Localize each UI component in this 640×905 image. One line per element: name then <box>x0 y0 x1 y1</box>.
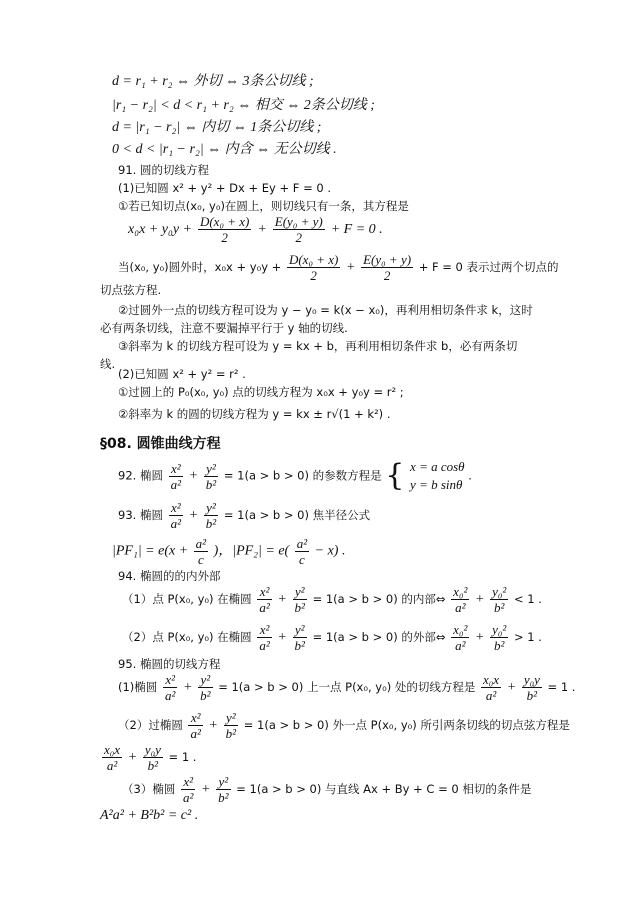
frac-95-2c: $\frac{\text{x₀x}}{\text{a²}}$ <box>104 742 121 773</box>
item-95-1: (1)椭圆 $\frac{\text{x²}}{\text{a²}}$ + $\frac{\text{y²}}{\text{b²}}$ = 1(a > b > 0) 上一点 P(x₀, y₀) 处的切线方程是 $\frac{\text{x₀x}}{\text{a²}}$ + $\frac{\text{y₀y}}{\text{b²}}$ = 1 . <box>118 672 576 703</box>
item-92: 92. 椭圆 $\frac{\text{x²}}{\text{a²}}$ + $\frac{\text{y²}}{\text{b²}}$ = 1(a > b > 0) 的参数方程是 { x = a cosθ y = b sinθ . <box>118 458 472 493</box>
formula-2-rhs: + F = 0 表示过两个切点的 <box>418 260 559 274</box>
frac-94-2a: $\frac{\text{x²}}{\text{a²}}$ <box>259 622 270 653</box>
item-91-c: ③斜率为 k 的切线方程可设为 y = kx + b，再利用相切条件求 b，必有两条切 <box>118 339 518 353</box>
item-91-1: (1)已知圆 x² + y² + Dx + Ey + F = 0 . <box>118 181 331 195</box>
frac-95-2b: $\frac{\text{y²}}{\text{b²}}$ <box>225 710 237 741</box>
item-91-c-2: 线. <box>100 357 116 371</box>
frac-a2-c: $\frac{\text{a²}}{c}$ <box>195 536 207 567</box>
frac-95-1c: $\frac{\text{x₀x}}{\text{a²}}$ <box>483 672 500 703</box>
frac-94-1a: $\frac{\text{x²}}{\text{a²}}$ <box>259 584 270 615</box>
focal-radius-formula: |PF₁| = e(x + $\frac{\text{a²}}{c}$ )，|PF₂| = e( $\frac{\text{a²}}{c}$ − x) . <box>112 536 346 567</box>
item-91-formula-2: 当(x₀, y₀)圆外时，x₀x + y₀y + $\frac{\text{D(x₀ + x)}}{2}$ + $\frac{\text{E(y₀ + y)}}{2}$ + F = 0 表示过两个切点的 <box>118 252 559 283</box>
frac-95-1d: $\frac{\text{y₀y}}{\text{b²}}$ <box>523 672 540 703</box>
item-95-3-condition: A²a² + B²b² = c² . <box>100 808 199 823</box>
formula-1-lhs: x₀x + y₀y + <box>128 222 192 237</box>
relation-internal-tangent: d = |r₁ − r₂| ⇔ 内切 ⇔ 1条公切线 ; <box>112 120 322 135</box>
item-91-chord: 切点弦方程. <box>100 283 162 297</box>
frac-95-2d: $\frac{\text{y₀y}}{\text{b²}}$ <box>144 742 161 773</box>
frac-94-1b: $\frac{\text{y²}}{\text{b²}}$ <box>294 584 305 615</box>
item-94-1: （1）点 P(x₀, y₀) 在椭圆 $\frac{\text{x²}}{\text{a²}}$ + $\frac{\text{y²}}{\text{b²}}$ = 1(a > b > 0) 的内部⇔ $\frac{\text{x₀²}}{\text{a²}}$ + $\frac{\text{y₀²}}{\text{b²}}$ < 1 . <box>122 584 542 615</box>
frac-d: $\frac{\text{D(x₀ + x)}}{2}$ <box>199 214 250 245</box>
frac-94-1c: $\frac{\text{x₀²}}{\text{a²}}$ <box>453 584 468 615</box>
relation-contained: 0 < d < |r₁ − r₂| ⇔ 内含 ⇔ 无公切线 . <box>112 142 337 157</box>
formula-1-rhs: + F = 0 . <box>330 222 383 237</box>
item-91-2: (2)已知圆 x² + y² = r² . <box>118 367 246 381</box>
item-92-label: 92. 椭圆 <box>118 468 163 483</box>
item-93-label: 93. 椭圆 <box>118 508 163 522</box>
frac-94-1d: $\frac{\text{y₀²}}{\text{b²}}$ <box>492 584 507 615</box>
frac-95-2a: $\frac{\text{x²}}{\text{a²}}$ <box>190 710 201 741</box>
item-91-b-2: 必有两条切线，注意不要漏掉平行于 y 轴的切线. <box>100 321 348 335</box>
item-95-heading: 95. 椭圆的切线方程 <box>118 657 221 671</box>
parametric-system: x = a cosθ y = b sinθ <box>410 459 465 492</box>
frac-y2-b2-93: $\frac{\text{y²}}{\text{b²}}$ <box>205 500 217 531</box>
frac-d-2: $\frac{\text{D(x₀ + x)}}{2}$ <box>288 252 339 283</box>
frac-x2-a2-93: $\frac{\text{x²}}{\text{a²}}$ <box>170 500 182 531</box>
formula-2-lhs: 当(x₀, y₀)圆外时，x₀x + y₀y + <box>118 260 282 274</box>
brace-icon: { <box>385 458 405 493</box>
frac-a2-c-2: $\frac{\text{a²}}{c}$ <box>296 536 308 567</box>
frac-y2-b2: $\frac{\text{y²}}{\text{b²}}$ <box>205 460 217 492</box>
item-94-2: （2）点 P(x₀, y₀) 在椭圆 $\frac{\text{x²}}{\text{a²}}$ + $\frac{\text{y²}}{\text{b²}}$ = 1(a > b > 0) 的外部⇔ $\frac{\text{x₀²}}{\text{a²}}$ + $\frac{\text{y₀²}}{\text{b²}}$ > 1 . <box>122 622 542 653</box>
frac-94-2d: $\frac{\text{y₀²}}{\text{b²}}$ <box>492 622 507 653</box>
item-93-text: = 1(a > b > 0) 焦半径公式 <box>223 508 371 522</box>
item-95-3: （3）椭圆 $\frac{\text{x²}}{\text{a²}}$ + $\frac{\text{y²}}{\text{b²}}$ = 1(a > b > 0) 与直线 Ax + By + C = 0 相切的条件是 <box>122 774 532 805</box>
item-92-text: = 1(a > b > 0) 的参数方程是 <box>223 468 382 483</box>
item-95-2-chord: $\frac{\text{x₀x}}{\text{a²}}$ + $\frac{\text{y₀y}}{\text{b²}}$ = 1 . <box>104 742 197 773</box>
item-91-2-a: ①过圆上的 P₀(x₀, y₀) 点的切线方程为 x₀x + y₀y = r² ; <box>118 385 404 399</box>
relation-external-tangent: d = r₁ + r₂ ⇔ 外切 ⇔ 3条公切线 ; <box>112 74 314 89</box>
item-91-formula-1: x₀x + y₀y + $\frac{\text{D(x₀ + x)}}{2}$ + $\frac{\text{E(y₀ + y)}}{2}$ + F = 0 . <box>128 214 383 245</box>
frac-e-2: $\frac{\text{E(y₀ + y)}}{2}$ <box>363 252 412 283</box>
frac-95-1a: $\frac{\text{x²}}{\text{a²}}$ <box>164 672 176 703</box>
item-91-b: ②过圆外一点的切线方程可设为 y − y₀ = k(x − x₀)，再利用相切条件求 k，这时 <box>118 303 533 317</box>
frac-94-2c: $\frac{\text{x₀²}}{\text{a²}}$ <box>453 622 468 653</box>
frac-94-2b: $\frac{\text{y²}}{\text{b²}}$ <box>294 622 305 653</box>
frac-95-3b: $\frac{\text{y²}}{\text{b²}}$ <box>218 774 229 805</box>
frac-95-1b: $\frac{\text{y²}}{\text{b²}}$ <box>200 672 211 703</box>
relation-intersecting: |r₁ − r₂| < d < r₁ + r₂ ⇔ 相交 ⇔ 2条公切线 ; <box>112 98 375 113</box>
section-title: §08. 圆锥曲线方程 <box>100 436 221 452</box>
item-91-1-a: ①若已知切点(x₀, y₀)在圆上，则切线只有一条，其方程是 <box>118 199 409 213</box>
frac-95-3a: $\frac{\text{x²}}{\text{a²}}$ <box>182 774 194 805</box>
item-94-heading: 94. 椭圆的的内外部 <box>118 569 221 583</box>
frac-x2-a2: $\frac{\text{x²}}{\text{a²}}$ <box>170 460 182 492</box>
item-91-heading: 91. 圆的切线方程 <box>118 163 209 177</box>
frac-e: $\frac{\text{E(y₀ + y)}}{2}$ <box>274 214 323 245</box>
item-91-2-b: ②斜率为 k 的圆的切线方程为 y = kx ± r√(1 + k²) . <box>118 407 391 421</box>
item-95-2: （2）过椭圆 $\frac{\text{x²}}{\text{a²}}$ + $\frac{\text{y²}}{\text{b²}}$ = 1(a > b > 0) 外一点 P(x₀, y₀) 所引两条切线的切点弦方程是 <box>118 710 570 741</box>
item-93: 93. 椭圆 $\frac{\text{x²}}{\text{a²}}$ + $\frac{\text{y²}}{\text{b²}}$ = 1(a > b > 0) 焦半径公式 <box>118 500 371 531</box>
